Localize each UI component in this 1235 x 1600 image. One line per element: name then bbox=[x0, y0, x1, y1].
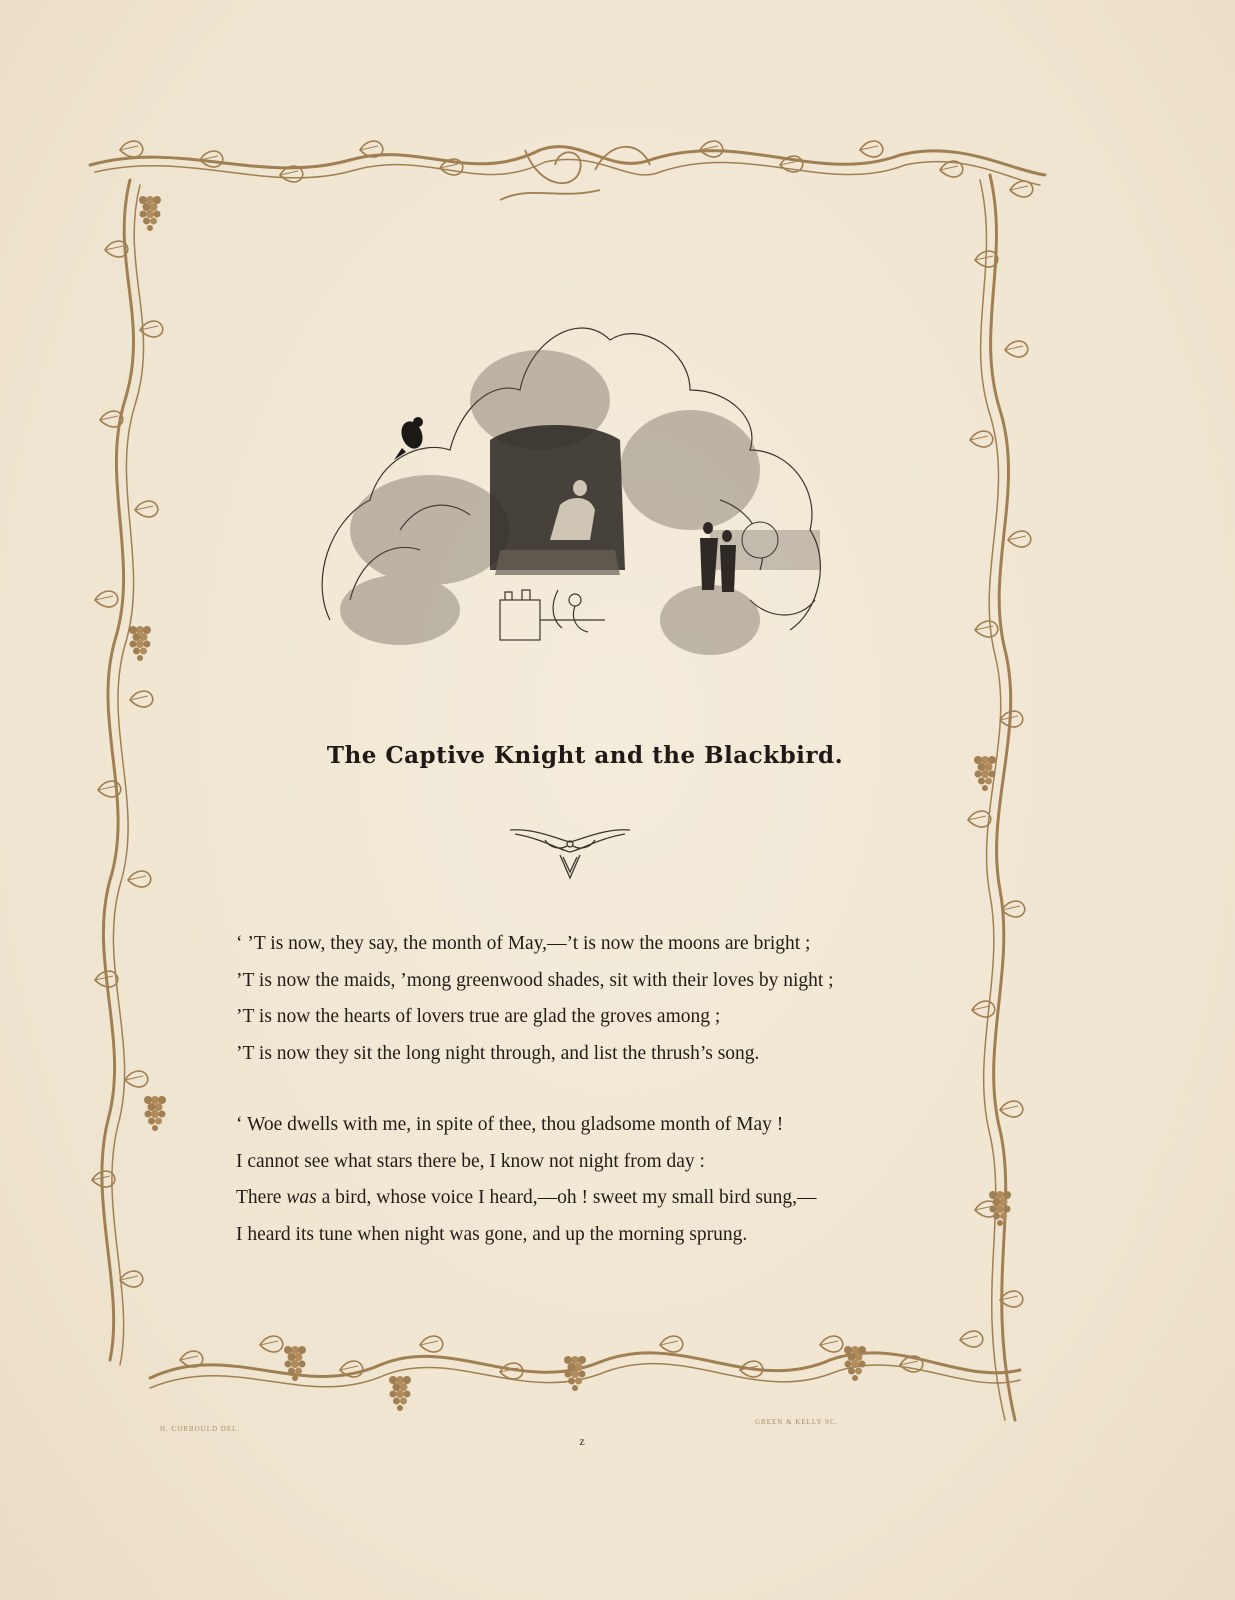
poem-line: ‘ ’T is now, they say, the month of May,—’t is now the moons are bright ; bbox=[236, 933, 811, 954]
engraver-credit-left: H. CORBOULD DEL. bbox=[160, 1425, 241, 1433]
title-ornament bbox=[505, 820, 635, 890]
stanza-2 bbox=[236, 1107, 956, 1253]
poem-line: ’T is now the maids, ’mong greenwood shades, sit with their loves by night ; bbox=[236, 969, 834, 991]
poem-body bbox=[236, 926, 956, 1288]
poem-line: I cannot see what stars there be, I know not night from day : bbox=[236, 1150, 705, 1172]
poem-line-start: There bbox=[236, 1187, 287, 1208]
poem-line bbox=[236, 1180, 956, 1217]
stanza-1 bbox=[236, 926, 956, 1072]
poem-line: ’T is now the hearts of lovers true are glad the groves among ; bbox=[236, 1006, 721, 1027]
poem-line: ‘ Woe dwells with me, in spite of thee, thou gladsome month of May ! bbox=[236, 1114, 784, 1135]
poem-line-end: a bird, whose voice I heard,—oh ! sweet my small bird sung,— bbox=[316, 1187, 817, 1208]
poem-line: I heard its tune when night was gone, and up the morning sprung. bbox=[236, 1223, 748, 1245]
page-signature: z bbox=[579, 1434, 585, 1448]
poem-line: ’T is now they sit the long night through, and list the thrush’s song. bbox=[236, 1042, 760, 1064]
emphasized-word: was bbox=[286, 1187, 317, 1208]
illustration-vignette bbox=[290, 300, 850, 700]
engraver-credit-right: GREEN & KELLY SC. bbox=[755, 1418, 839, 1426]
poem-title: The Captive Knight and the Blackbird. bbox=[326, 742, 844, 769]
